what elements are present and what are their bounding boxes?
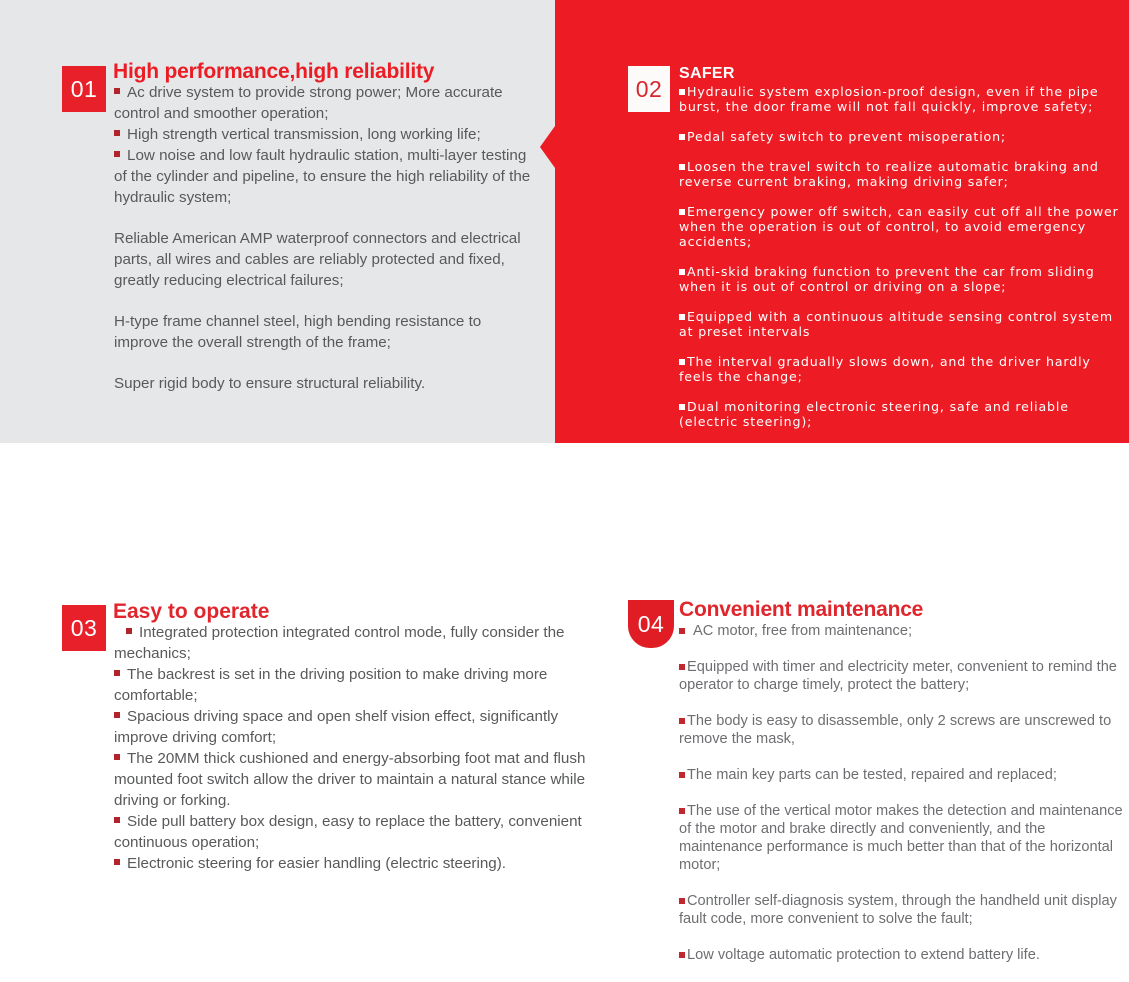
square-bullet-icon bbox=[679, 718, 685, 724]
square-bullet-icon bbox=[679, 209, 685, 215]
list-item: Equipped with a continuous altitude sensing control system at preset intervals bbox=[679, 309, 1114, 339]
square-bullet-icon bbox=[679, 898, 685, 904]
square-bullet-icon bbox=[126, 628, 132, 634]
list-item: Anti-skid braking function to prevent the car from sliding when it is out of control or driving on a slope; bbox=[679, 264, 1095, 294]
section-03-body bbox=[114, 622, 602, 874]
square-bullet-icon bbox=[679, 664, 685, 670]
list-item: Emergency power off switch, can easily cut off all the power when the operation is out of control, to avoid emergency accidents; bbox=[679, 204, 1119, 249]
square-bullet-icon bbox=[114, 88, 120, 94]
list-item: Dual monitoring electronic steering, safe and reliable (electric steering); bbox=[679, 399, 1069, 429]
list-item: AC motor, free from maintenance; bbox=[679, 622, 1129, 640]
square-bullet-icon bbox=[679, 628, 685, 634]
square-bullet-icon bbox=[114, 130, 120, 136]
section-04-badge: 04 bbox=[628, 600, 674, 648]
list-item: The 20MM thick cushioned and energy-absorbing foot mat and flush mounted foot switch allow the driver to maintain a natural stance while driving or forking. bbox=[114, 750, 586, 809]
square-bullet-icon bbox=[679, 359, 685, 365]
list-item: Pedal safety switch to prevent misoperation; bbox=[679, 129, 1126, 144]
square-bullet-icon bbox=[679, 314, 685, 320]
square-bullet-icon bbox=[679, 404, 685, 410]
list-item: Low noise and low fault hydraulic station, multi-layer testing of the cylinder and pipeline, to ensure the high reliability of the hydraulic system; bbox=[114, 147, 531, 206]
square-bullet-icon bbox=[114, 817, 120, 823]
square-bullet-icon bbox=[114, 151, 120, 157]
list-item: The body is easy to disassemble, only 2 screws are unscrewed to remove the mask, bbox=[679, 713, 1112, 747]
square-bullet-icon bbox=[114, 670, 120, 676]
section-01-body bbox=[114, 82, 534, 394]
square-bullet-icon bbox=[679, 164, 685, 170]
list-item: Equipped with timer and electricity meter, convenient to remind the operator to charge timely, protect the battery; bbox=[679, 659, 1117, 693]
list-item: Loosen the travel switch to realize automatic braking and reverse current braking, making driving safer; bbox=[679, 159, 1099, 189]
list-item: Side pull battery box design, easy to replace the battery, convenient continuous operation; bbox=[114, 813, 582, 851]
section-01-title: High performance,high reliability bbox=[113, 60, 435, 83]
square-bullet-icon bbox=[114, 712, 120, 718]
list-item: Electronic steering for easier handling (electric steering). bbox=[114, 853, 602, 874]
section-03-title: Easy to operate bbox=[113, 600, 270, 623]
list-item: The backrest is set in the driving position to make driving more comfortable; bbox=[114, 666, 548, 704]
section-03-badge: 03 bbox=[62, 605, 106, 651]
square-bullet-icon bbox=[679, 952, 685, 958]
spacer bbox=[114, 208, 534, 228]
square-bullet-icon bbox=[679, 772, 685, 778]
square-bullet-icon bbox=[679, 269, 685, 275]
square-bullet-icon bbox=[679, 134, 685, 140]
list-item: The use of the vertical motor makes the detection and maintenance of the motor and brake directly and conveniently, and the maintenance performance is much better than that of the horizontal motor; bbox=[679, 803, 1123, 873]
section-01-badge: 01 bbox=[62, 66, 106, 112]
list-item: Spacious driving space and open shelf vision effect, significantly improve driving comfort; bbox=[114, 708, 559, 746]
list-item: Integrated protection integrated control mode, fully consider the mechanics; bbox=[114, 624, 565, 662]
section-02-title: SAFER bbox=[679, 65, 735, 82]
section-04-title: Convenient maintenance bbox=[679, 598, 924, 621]
section-02-body bbox=[679, 84, 1126, 474]
list-item: The interval gradually slows down, and the driver hardly feels the change; bbox=[679, 354, 1091, 384]
paragraph: Super rigid body to ensure structural reliability. bbox=[114, 375, 426, 392]
square-bullet-icon bbox=[114, 754, 120, 760]
list-item: High strength vertical transmission, long working life; bbox=[114, 124, 534, 145]
list-item: The main key parts can be tested, repaired and replaced; bbox=[679, 766, 1129, 784]
list-item: Low voltage automatic protection to extend battery life. bbox=[679, 946, 1129, 964]
paragraph: H-type frame channel steel, high bending resistance to improve the overall strength of the frame; bbox=[114, 313, 482, 351]
square-bullet-icon bbox=[114, 859, 120, 865]
list-item: Controller self-diagnosis system, through the handheld unit display fault code, more convenient to solve the fault; bbox=[679, 893, 1117, 927]
list-item: Hydraulic system explosion-proof design, even if the pipe burst, the door frame will not fall quickly, improve safety; bbox=[679, 84, 1099, 114]
paragraph: Reliable American AMP waterproof connectors and electrical parts, all wires and cables are reliably protected and fixed, greatly reducing electrical failures; bbox=[114, 230, 521, 289]
list-item: Automatic deceleration function for safer driving (electric steering). bbox=[679, 444, 1100, 474]
square-bullet-icon bbox=[679, 89, 685, 95]
section-02-badge: 02 bbox=[628, 66, 670, 112]
square-bullet-icon bbox=[679, 808, 685, 814]
square-bullet-icon bbox=[679, 449, 685, 455]
list-item: Ac drive system to provide strong power; More accurate control and smoother operation; bbox=[114, 84, 503, 122]
section-04-body bbox=[679, 622, 1129, 982]
